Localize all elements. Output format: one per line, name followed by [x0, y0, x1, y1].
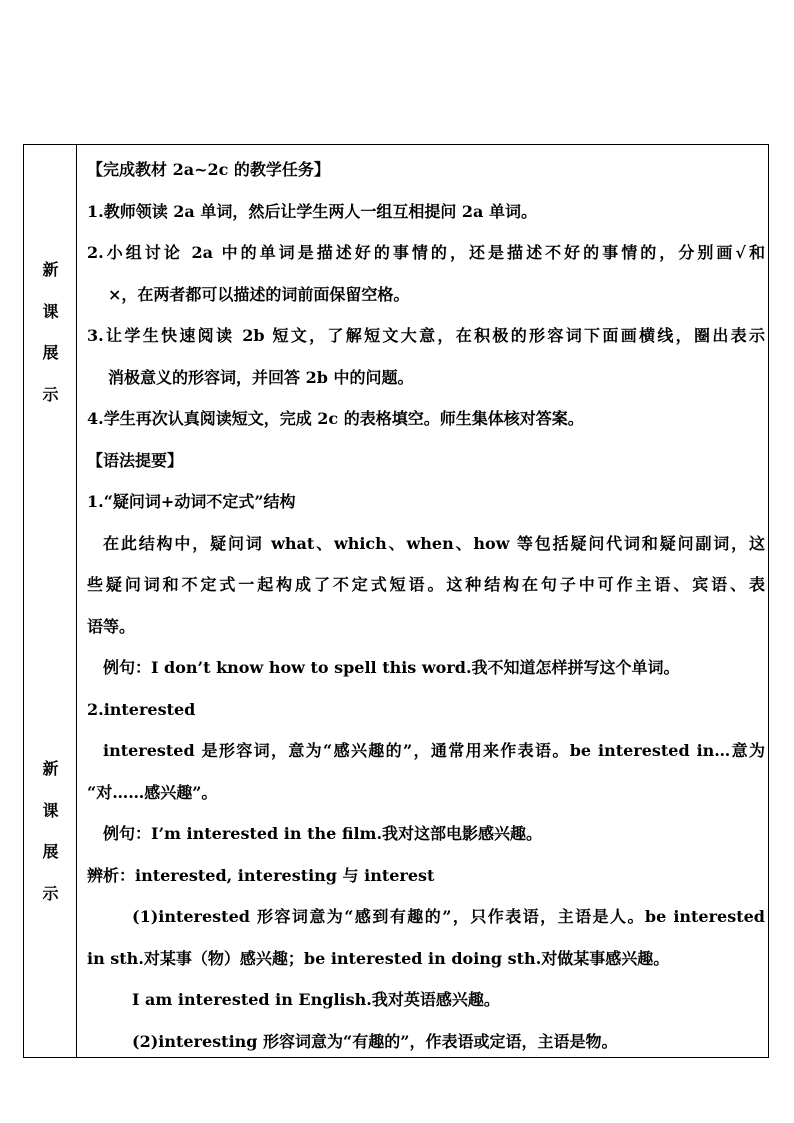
section-heading-grammar: 【语法提要】 — [87, 450, 184, 470]
grammar-2-example: 例句：I’m interested in the film.我对这部电影感兴趣。 — [103, 824, 543, 843]
side-char: 展 — [42, 343, 59, 362]
grammar-point-1: 1.“疑问词+动词不定式”结构 — [87, 492, 296, 511]
lesson-content — [87, 149, 765, 1062]
comparison-1-example: I am interested in English.我对英语感兴趣。 — [132, 990, 500, 1009]
task-3: 3.让学生快速阅读 2b 短文，了解短文大意，在积极的形容词下面画横线，圈出表示 — [87, 326, 765, 345]
task-2-cont: ×，在两者都可以描述的词前面保留空格。 — [108, 284, 410, 304]
grammar-2-text-cont: “对……感兴趣”。 — [87, 782, 218, 802]
grammar-1-text-end: 语等。 — [87, 616, 136, 636]
task-2: 2.小组讨论 2a 中的单词是描述好的事情的，还是描述不好的事情的，分别画√和 — [87, 243, 765, 262]
side-char: 示 — [42, 384, 59, 404]
task-3-cont: 消极意义的形容词，并回答 2b 中的问题。 — [108, 367, 414, 387]
grammar-1-example: 例句：I don’t know how to spell this word.我不知道怎样拼写这个单词。 — [103, 658, 680, 677]
side-char: 新 — [42, 759, 59, 778]
comparison-1: (1)interested 形容词意为“感到有趣的”，只作表语，主语是人。be interested — [132, 907, 765, 926]
grammar-2-text: interested 是形容词，意为“感兴趣的”，通常用来作表语。be interested in…意为 — [103, 741, 765, 760]
task-4: 4.学生再次认真阅读短文，完成 2c 的表格填空。师生集体核对答案。 — [87, 409, 584, 428]
comparison-2: (2)interesting 形容词意为“有趣的”，作表语或定语，主语是物。 — [132, 1031, 618, 1051]
grammar-1-text-cont: 些疑问词和不定式一起构成了不定式短语。这种结构在句子中可作主语、宾语、表 — [87, 575, 765, 594]
side-char: 课 — [42, 301, 59, 321]
section-heading-tasks: 【完成教材 2a~2c 的教学任务】 — [87, 160, 330, 179]
side-label-top — [24, 249, 77, 415]
side-label-column — [24, 145, 77, 1057]
task-1: 1.教师领读 2a 单词，然后让学生两人一组互相提问 2a 单词。 — [87, 201, 537, 221]
side-label-bottom — [24, 748, 77, 914]
comparison-1-cont: in sth.对某事（物）感兴趣；be interested in doing sth.对做某事感兴趣。 — [87, 948, 670, 968]
side-char: 展 — [42, 842, 59, 861]
lesson-table — [23, 144, 769, 1058]
side-char: 新 — [42, 260, 59, 279]
grammar-1-text: 在此结构中，疑问词 what、which、when、how 等包括疑问代词和疑问副词，这 — [103, 533, 765, 553]
comparison-heading: 辨析：interested, interesting 与 interest — [87, 865, 435, 885]
grammar-point-2: 2.interested — [87, 699, 196, 719]
side-char: 示 — [42, 883, 59, 903]
side-char: 课 — [42, 800, 59, 820]
